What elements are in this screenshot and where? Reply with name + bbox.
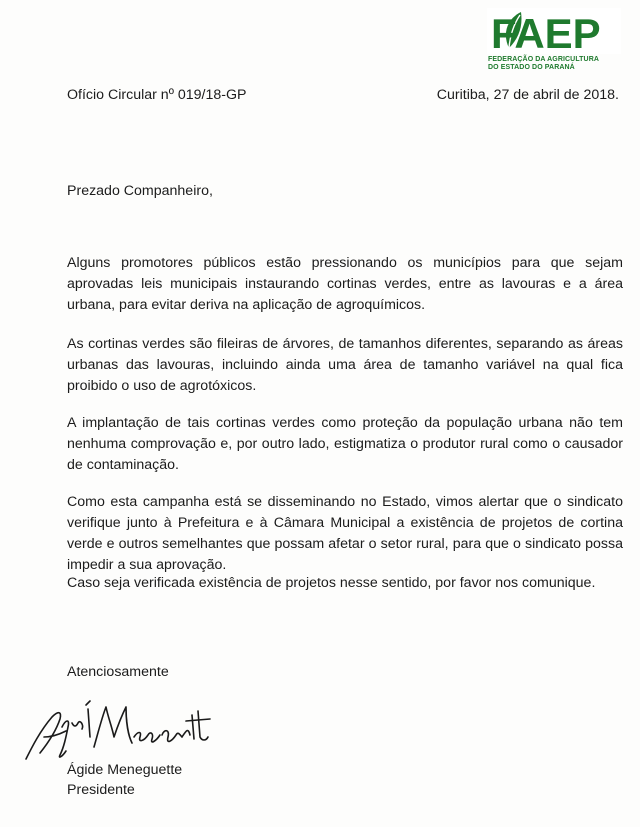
paragraph-1-text: Alguns promotores públicos estão pressionando os municípios para que sejam aprovadas leis municipais instaurando cortinas verdes, entre as lavouras e a área urbana, para evitar deriva na aplicação de agroquímicos. [67,255,623,313]
logo-subtitle-line2: DO ESTADO DO PARANÁ [488,64,575,71]
paragraph-4 [67,492,623,576]
salutation: Prezado Companheiro, [67,183,213,199]
logo-subtitle-line1: FEDERAÇÃO DA AGRICULTURA [488,56,600,63]
signer-role: Presidente [67,782,135,798]
paragraph-5 [67,573,623,594]
paragraph-3-text: A implantação de tais cortinas verdes como proteção da população urbana não tem nenhuma comprovação e, por outro lado, estigmatiza o produtor rural como o causador de contaminação. [67,415,623,473]
paragraph-3 [67,413,623,476]
letter-header-row [67,87,619,103]
paragraph-2-text: As cortinas verdes são fileiras de árvores, de tamanhos diferentes, separando as áreas urbanas das lavouras, incluindo ainda uma área de tamanho variável na qual fica proibido o uso de agrotóxicos. [67,336,623,394]
place-date: Curitiba, 27 de abril de 2018. [436,87,619,103]
logo-wordmark: FAEP [491,10,601,54]
circular-reference: Ofício Circular nº 019/18-GP [67,87,247,103]
faep-logo [487,8,621,72]
closing: Atenciosamente [67,664,169,680]
signer-name: Ágide Meneguette [67,762,183,778]
paragraph-5-text: Caso seja verificada existência de projetos nesse sentido, por favor nos comunique. [67,575,596,591]
paragraph-1 [67,253,623,316]
paragraph-4-text: Como esta campanha está se disseminando no Estado, vimos alertar que o sindicato verifique junto à Prefeitura e à Câmara Municipal a existência de projetos de cortina verde e outros semelhantes que possam afetar o setor rural, para que o sindicato possa impedir a sua aprovação. [67,494,623,573]
signature-drawing [22,697,222,769]
logo-subtitle [487,56,621,72]
paragraph-2 [67,334,623,397]
faep-logo-mark [487,8,621,54]
